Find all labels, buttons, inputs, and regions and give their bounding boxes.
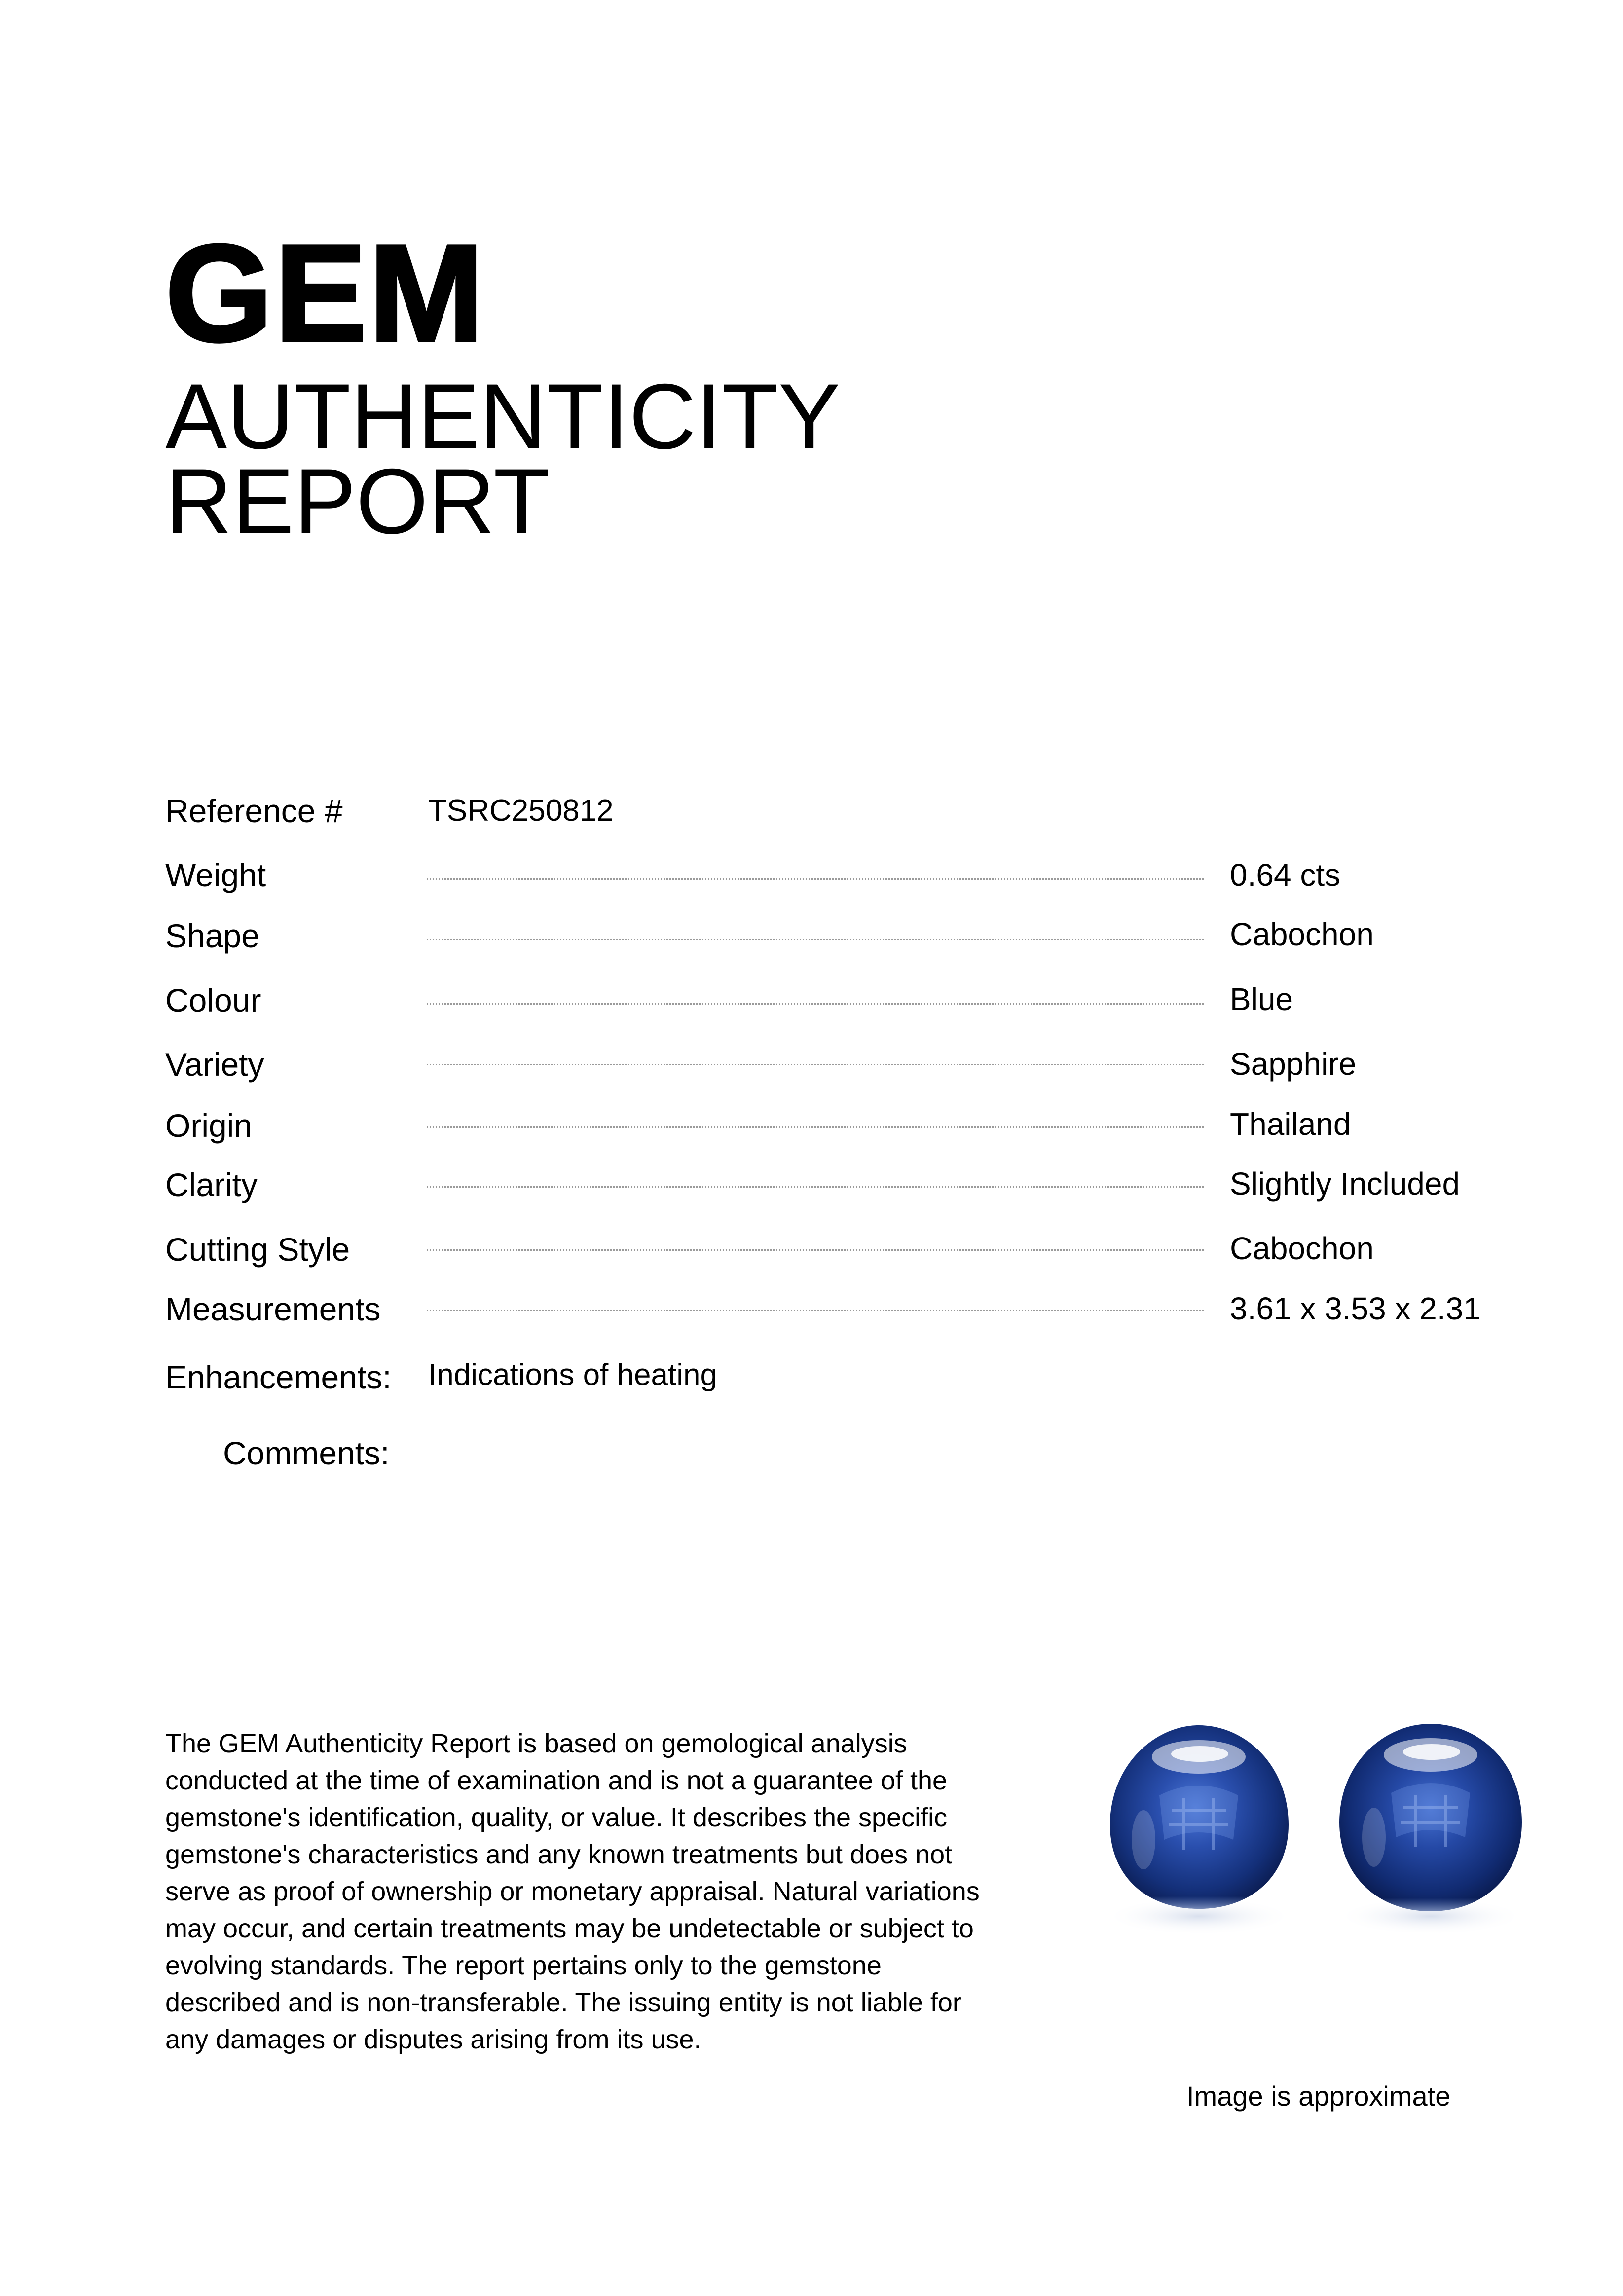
enhancements-value: Indications of heating	[428, 1358, 717, 1392]
spec-label-measurements: Measurements	[165, 1291, 381, 1327]
spec-label-shape: Shape	[165, 917, 259, 954]
spec-leader-variety	[427, 1064, 1204, 1065]
spec-leader-colour	[427, 1003, 1204, 1005]
reference-label: Reference #	[165, 793, 343, 829]
spec-value-measurements: 3.61 x 3.53 x 2.31	[1230, 1291, 1481, 1326]
report-title-authenticity: AUTHENTICITY	[165, 364, 841, 468]
spec-leader-origin	[427, 1126, 1204, 1128]
gem-left	[1110, 1725, 1289, 1909]
spec-value-origin: Thailand	[1230, 1106, 1351, 1142]
spec-leader-measurements	[427, 1310, 1204, 1311]
spec-label-variety: Variety	[165, 1046, 264, 1083]
spec-value-colour: Blue	[1230, 982, 1293, 1017]
spec-value-variety: Sapphire	[1230, 1046, 1357, 1082]
spec-leader-clarity	[427, 1186, 1204, 1188]
sapphire-cabochon-image	[1085, 1712, 1544, 1943]
spec-label-origin: Origin	[165, 1107, 253, 1144]
spec-value-shape: Cabochon	[1230, 916, 1374, 952]
spec-value-weight: 0.64 cts	[1230, 857, 1341, 893]
report-title-report: REPORT	[165, 449, 550, 553]
spec-leader-weight	[427, 878, 1204, 880]
report-title-gem: GEM	[165, 217, 486, 370]
spec-label-colour: Colour	[165, 982, 261, 1019]
comments-label: Comments:	[223, 1435, 390, 1471]
disclaimer-text: The GEM Authenticity Report is based on gemological analysis conducted at the time of examination and is not a guarantee of the gemstone's identification, quality, or value. It describes the specific gemstone's characteristics and any known treatments but does not serve as proof of ownership or monetary appraisal. Natural variations may occur, and certain treatments may be undetectable or subject to evolving standards. The report pertains only to the gemstone described and is non-transferable. The issuing entity is not liable for any damages or disputes arising from its use.	[165, 1729, 980, 2054]
spec-leader-shape	[427, 939, 1204, 940]
reference-value: TSRC250812	[428, 794, 614, 828]
image-caption: Image is approximate	[1186, 2080, 1451, 2112]
spec-value-cutting-style: Cabochon	[1230, 1231, 1374, 1266]
gem-right	[1339, 1724, 1522, 1911]
spec-label-clarity: Clarity	[165, 1166, 258, 1203]
spec-leader-cutting-style	[427, 1249, 1204, 1251]
spec-label-weight: Weight	[165, 857, 266, 893]
enhancements-label: Enhancements:	[165, 1359, 392, 1395]
spec-label-cutting-style: Cutting Style	[165, 1231, 350, 1268]
spec-value-clarity: Slightly Included	[1230, 1166, 1460, 1202]
